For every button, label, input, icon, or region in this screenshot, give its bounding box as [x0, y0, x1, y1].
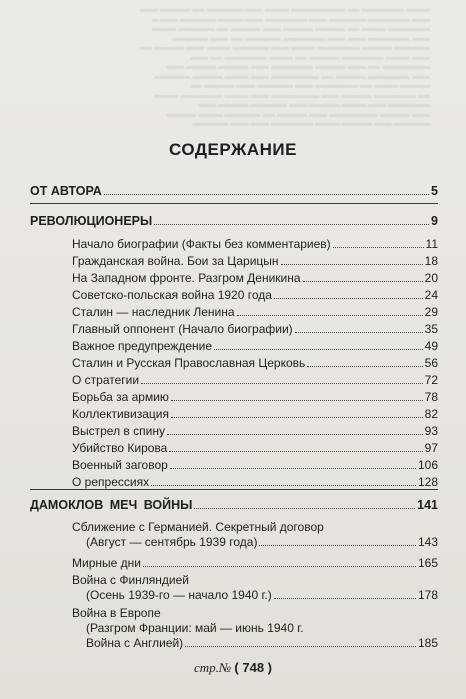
toc-entry-continuation — [72, 636, 438, 650]
toc-entry-title: Борьба за армию — [72, 390, 169, 404]
toc-entry-page: 5 — [431, 184, 438, 198]
toc-entry-title: Выстрел в спину — [72, 424, 165, 438]
toc-entry-damocles[interactable] — [30, 498, 438, 512]
dot-leader — [167, 434, 423, 435]
toc-entry-title: Военный заговор — [72, 458, 168, 472]
toc-entry-page: 18 — [424, 254, 438, 268]
toc-entry-title: Сталин и Русская Православная Церковь — [72, 356, 306, 370]
dot-leader — [170, 468, 416, 469]
toc-entry-revolutionaries[interactable] — [30, 214, 438, 228]
toc-entry-page: 72 — [424, 373, 438, 387]
toc-entry-title: Убийство Кирова — [72, 441, 168, 455]
toc-entry-title: Сталин — наследник Ленина — [72, 305, 235, 319]
dot-leader — [151, 485, 416, 486]
page-number-prefix: стр.№ — [194, 660, 232, 675]
toc-subentry[interactable] — [72, 339, 438, 353]
toc-entry-page: 165 — [417, 556, 438, 570]
toc-entry-page: 35 — [424, 322, 438, 336]
toc-entry-author[interactable] — [30, 184, 438, 198]
dot-leader — [171, 417, 423, 418]
toc-subentry-multiline[interactable] — [72, 520, 438, 549]
dot-leader — [274, 298, 423, 299]
toc-subentry[interactable] — [72, 458, 438, 472]
toc-subentry[interactable] — [72, 407, 438, 421]
toc-entry-title: ДАМОКЛОВ МЕЧ ВОЙНЫ — [30, 498, 193, 512]
toc-entry-page: 128 — [417, 475, 438, 489]
toc-entry-page: 9 — [431, 214, 438, 228]
toc-entry-title: О репрессиях — [72, 475, 150, 489]
toc-entry-page: 56 — [424, 356, 438, 370]
dot-leader — [171, 400, 423, 401]
toc-entry-page: 178 — [417, 588, 438, 602]
dot-leader — [214, 349, 423, 350]
section-divider — [30, 203, 438, 204]
toc-entry-page: 29 — [424, 305, 438, 319]
toc-subentry[interactable] — [72, 441, 438, 455]
toc-subentry[interactable] — [72, 556, 438, 570]
bleed-through-text: ════ ═══════ ══ ═════════ ════ ═══ ══════ ══ ═════ ═══ ═══ ═══════ ══════ ═══ ═══════ ═══ ════ ══════ ═══ ═ ═══════ ════ ══ ═════ ═════ ═══ ═════ ══ ══════ ════ ═══ ═══════ ═══ ═══ ═══════ ══════ ══ ═══ ══════ ══════ ═════ ═══════ ════ ═══ ══════ ════ ═══ ═════ ══ ═══ ════ ═══════ ═════ ══ ════ ═══════ ══ ═══ ════════ ══ ═══ ═════ ═══════ ═══ ═════ ═════ ═══ ═══ ═══════ ═════ ══ ════════ ═══ ════ ═════ ══════ ═════ ════ ══ ═══════ ═══ ══════ ═══ ═════ ══ ══ ═══════ ═════ ═══ ════════ ═══ ════ ═══════ ════ ═══════ ═══ ════ ═════ ═══ ══════ ═════ ═══ ═══ ═════ ════════ ═══ ═════ ══ ══════ ════ ═════ ══════ ═══ ═════ ════ ═══════ ═══ ═══ ══════ — [139, 6, 430, 129]
toc-subentry-multiline[interactable] — [72, 573, 438, 602]
toc-entry-subtitle: Война с Англией) — [86, 636, 184, 650]
dot-leader — [307, 366, 422, 367]
toc-entry-continuation — [72, 535, 438, 549]
toc-entry-title: Мирные дни — [72, 556, 141, 570]
dot-leader — [141, 383, 423, 384]
toc-entry-title: Главный оппонент (Начало биографии) — [72, 322, 293, 336]
toc-entry-continuation — [72, 588, 438, 602]
toc-entry-title: Важное предупреждение — [72, 339, 213, 353]
toc-entry-page: 24 — [424, 288, 438, 302]
dot-leader — [194, 508, 415, 509]
toc-entry-page: 106 — [417, 458, 438, 472]
toc-subentry[interactable] — [72, 373, 438, 387]
toc-subentry[interactable] — [72, 237, 438, 251]
page-number-footer — [0, 660, 466, 676]
toc-subentry[interactable] — [72, 356, 438, 370]
dot-leader — [154, 224, 429, 225]
toc-subentry[interactable] — [72, 254, 438, 268]
toc-entry-page: 20 — [424, 271, 438, 285]
dot-leader — [237, 315, 423, 316]
toc-subentry[interactable] — [72, 288, 438, 302]
toc-entry-title: Начало биографии (Факты без комментариев) — [72, 237, 331, 251]
toc-entry-title: На Западном фронте. Разгром Деникина — [72, 271, 301, 285]
toc-entry-page: 11 — [425, 237, 438, 251]
toc-entry-page: 93 — [424, 424, 438, 438]
dot-leader — [104, 194, 429, 195]
toc-entry-title: Гражданская война. Бои за Царицын — [72, 254, 279, 268]
dot-leader — [303, 281, 423, 282]
toc-subentry[interactable] — [72, 305, 438, 319]
dot-leader — [259, 545, 416, 546]
toc-entry-title: ОТ АВТОРА — [30, 184, 102, 198]
toc-entry-title: РЕВОЛЮЦИОНЕРЫ — [30, 214, 153, 228]
toc-entry-page: 49 — [424, 339, 438, 353]
toc-entry-title: О стратегии — [72, 373, 140, 387]
dot-leader — [295, 332, 423, 333]
toc-entry-page: 141 — [417, 498, 438, 512]
toc-subentry[interactable] — [72, 475, 438, 489]
toc-entry-subtitle: (Осень 1939-го — начало 1940 г.) — [86, 588, 272, 602]
toc-entry-title: Сближение с Германией. Секретный договор — [72, 520, 324, 534]
dot-leader — [281, 264, 423, 265]
toc-entry-title: Советско-польская война 1920 года — [72, 288, 272, 302]
toc-subentry[interactable] — [72, 271, 438, 285]
toc-entry-title: Война с Финляндией — [72, 573, 190, 587]
toc-entry-title: Война в Европе — [72, 606, 161, 620]
toc-subentry[interactable] — [72, 390, 438, 404]
toc-entry-subtitle: (Август — сентябрь 1939 года) — [86, 535, 258, 549]
toc-subentry[interactable] — [72, 424, 438, 438]
toc-entry-page: 78 — [424, 390, 438, 404]
toc-entry-page: 143 — [417, 535, 438, 549]
page-title: СОДЕРЖАНИЕ — [169, 140, 297, 159]
dot-leader — [143, 566, 416, 567]
dot-leader — [185, 646, 416, 647]
toc-subentry-multiline[interactable] — [72, 606, 438, 650]
dot-leader — [169, 451, 422, 452]
toc-entry-title: Коллективизация — [72, 407, 169, 421]
dot-leader — [274, 598, 416, 599]
dot-leader — [333, 247, 424, 248]
toc-subentry[interactable] — [72, 322, 438, 336]
page-number: ( 748 ) — [234, 660, 272, 675]
section-divider — [30, 489, 438, 490]
toc-entry-page: 185 — [417, 636, 438, 650]
toc-entry-page: 97 — [424, 441, 438, 455]
toc-entry-page: 82 — [424, 407, 438, 421]
toc-entry-subtitle: (Разгром Франции: май — июнь 1940 г. — [86, 621, 304, 635]
